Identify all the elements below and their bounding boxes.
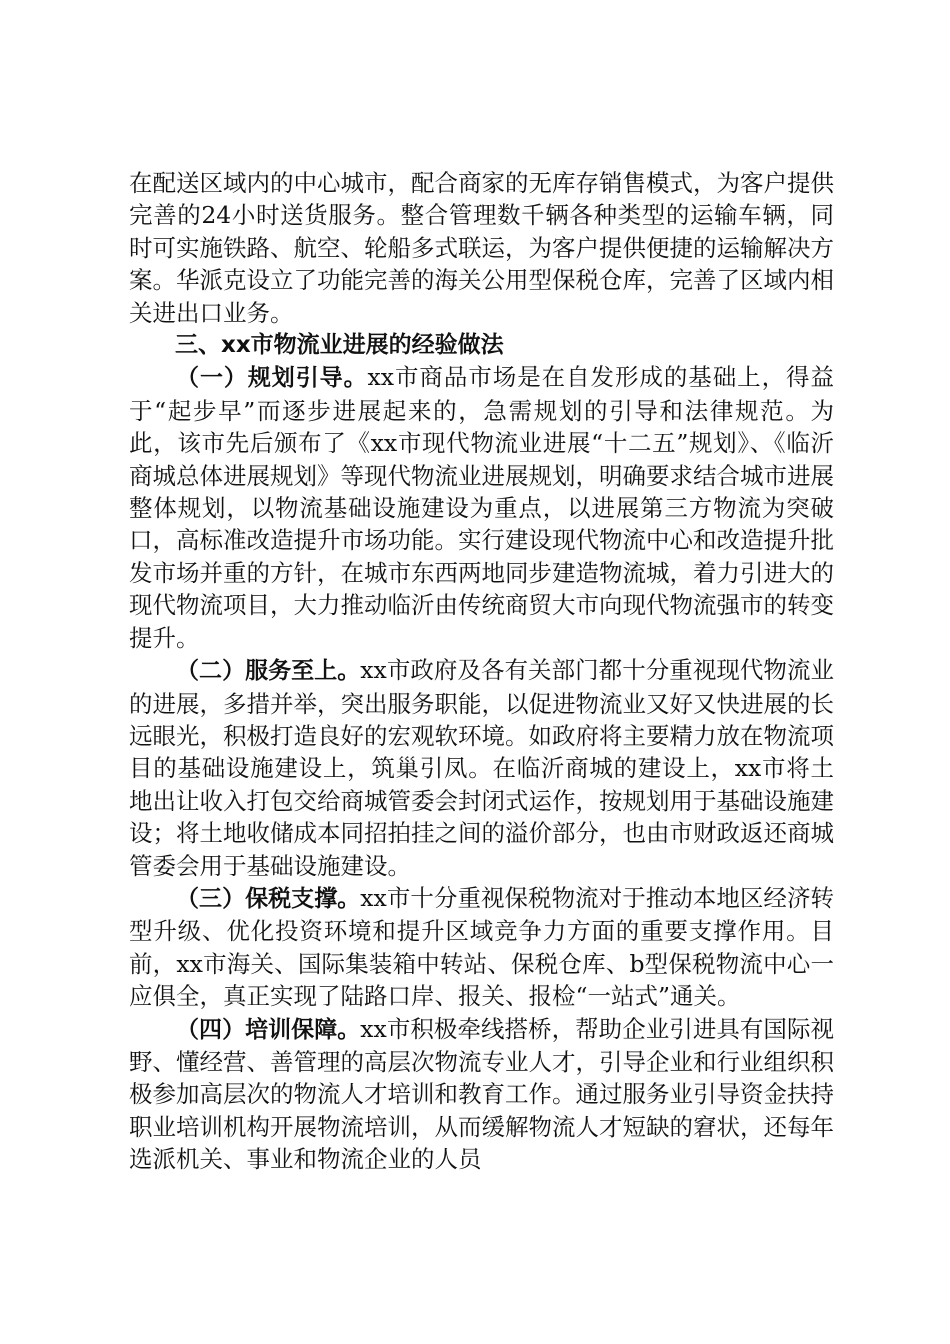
document-body <box>129 167 834 1176</box>
item-3-lead: （三）保税支撑。 <box>176 885 361 912</box>
item-4-body: xx市积极牵线搭桥，帮助企业引进具有国际视野、懂经营、善管理的高层次物流专业人才，引导企业和行业组织积极参加高层次的物流人才培训和教育工作。通过服务业引导资金扶持职业培训机构开展物流培训，从而缓解物流人才短缺的窘状，还每年选派机关、事业和物流企业的人员 <box>129 1014 834 1174</box>
item-4-lead: （四）培训保障。 <box>176 1016 361 1043</box>
item-2-body: xx市政府及各有关部门都十分重视现代物流业的进展，多措并举，突出服务职能，以促进物流业又好又快进展的长远眼光，积极打造良好的宏观软环境。如政府将主要精力放在物流项目的基础设施建设上，筑巢引凤。在临沂商城的建设上，xx市将土地出让收入打包交给商城管委会封闭式运作，按规划用于基础设施建设；将土地收储成本同招拍挂之间的溢价部分，也由市财政返还商城管委会用于基础设施建设。 <box>129 656 834 880</box>
item-2-lead: （二）服务至上。 <box>176 658 361 685</box>
item-1-lead: （一）规划引导。 <box>176 365 368 392</box>
item-1-body: xx市商品市场是在自发形成的基础上，得益于“起步早”而逐步进展起来的，急需规划的引导和法律规范。为此，该市先后颁布了《xx市现代物流业进展“十二五”规划》、《临沂商城总体进展规划》等现代物流业进展规划，明确要求结合城市进展整体规划，以物流基础设施建设为重点，以进展第三方物流为突破口，高标准改造提升市场功能。实行建设现代物流中心和改造提升批发市场并重的方针，在城市东西两地同步建造物流城，着力引进大的现代物流项目，大力推动临沂由传统商贸大市向现代物流强市的转变提升。 <box>129 363 835 652</box>
paragraph-item-3 <box>129 882 834 1013</box>
paragraph-item-4 <box>129 1013 834 1176</box>
item-3-body: xx市十分重视保税物流对于推动本地区经济转型升级、优化投资环境和提升区域竞争力方面的重要支撑作用。目前，xx市海关、国际集装箱中转站、保税仓库、b型保税物流中心一应俱全，真正实现了陆路口岸、报关、报检“一站式”通关。 <box>129 883 834 1011</box>
intro-paragraph: 在配送区域内的中心城市，配合商家的无库存销售模式，为客户提供完善的24小时送货服务。整合管理数千辆各种类型的运输车辆，同时可实施铁路、航空、轮船多式联运，为客户提供便捷的运输解决方案。华派克设立了功能完善的海关公用型保税仓库，完善了区域内相关进出口业务。 <box>129 169 834 327</box>
paragraph-item-2 <box>129 654 834 882</box>
paragraph-item-1 <box>129 361 834 654</box>
section-heading: 三、xx市物流业进展的经验做法 <box>175 332 504 359</box>
